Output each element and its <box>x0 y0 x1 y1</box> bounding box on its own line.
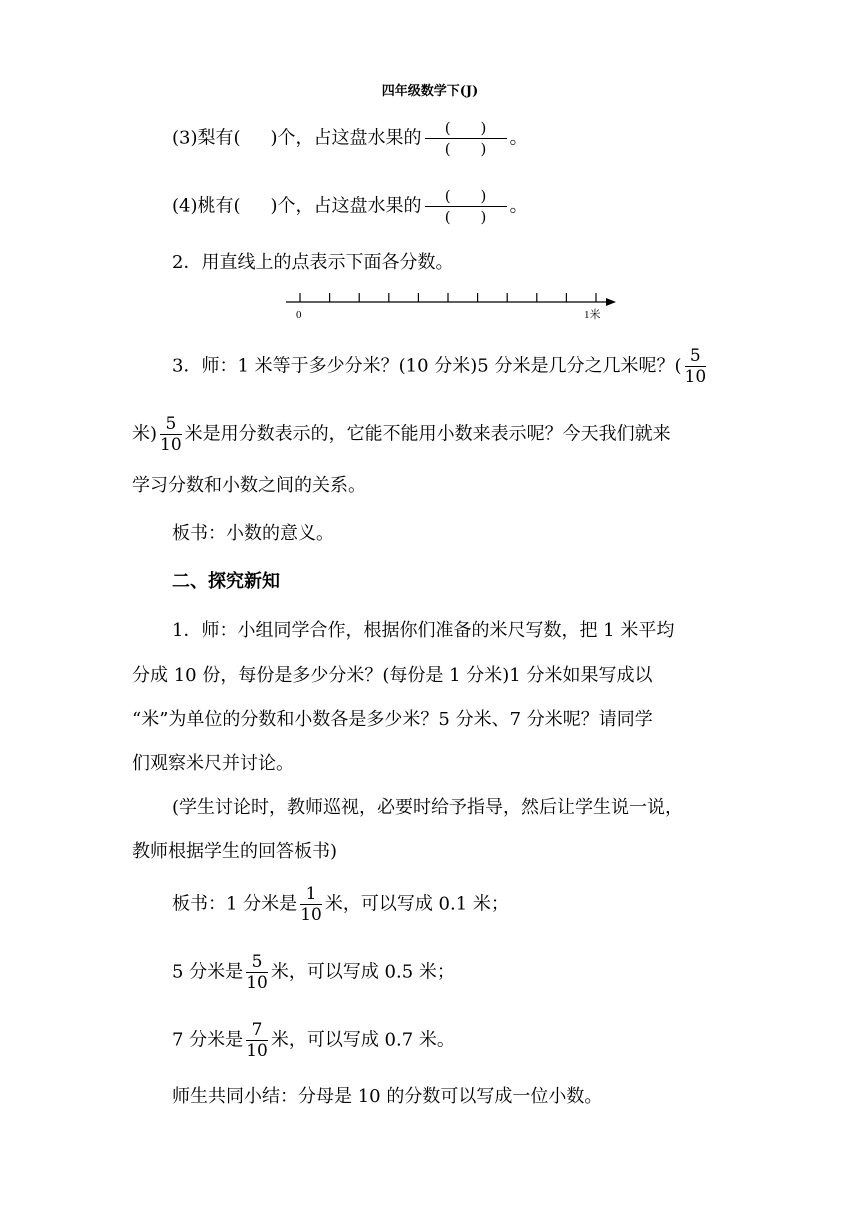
board-line-1-pre: 板书：1 分米是 <box>172 893 298 915</box>
fraction-numerator: 5 <box>689 346 701 366</box>
fraction-numerator: 7 <box>251 1020 263 1040</box>
para-2-line-1: (学生讨论时，教师巡视，必要时给予指导，然后让学生说一说， <box>172 797 684 818</box>
q3-numerator: ( ) <box>444 119 487 137</box>
board-line-2-fraction <box>246 952 268 993</box>
number-line-start-label: 0 <box>296 309 302 321</box>
q3-pre: (3)梨有( <box>172 127 241 149</box>
board-line-3-post: 米，可以写成 0.7 米。 <box>270 1029 455 1051</box>
board-line-2-pre: 5 分米是 <box>172 961 244 983</box>
item-3-text-b: 米) <box>132 423 158 445</box>
board-line-3-fraction <box>246 1020 268 1061</box>
item-3-fraction-1 <box>685 346 707 387</box>
fraction-numerator: 5 <box>165 414 177 434</box>
q4-mid: )个，占这盘水果的 <box>270 195 422 217</box>
board-line-3-pre: 7 分米是 <box>172 1029 244 1051</box>
page-header: 四年级数学下(J) <box>381 84 479 99</box>
q3-mid: )个，占这盘水果的 <box>270 127 422 149</box>
para-1-line-1: 1．师：小组同学合作，根据你们准备的米尺写数，把 1 米平均 <box>172 620 675 641</box>
item-3-line-3: 学习分数和小数之间的关系。 <box>132 475 366 496</box>
board-line-2-post: 米，可以写成 0.5 米； <box>270 961 455 983</box>
item-3-fraction-2 <box>160 414 182 455</box>
item-3-line-1 <box>172 346 709 387</box>
board-line-1-fraction <box>300 884 322 925</box>
number-line-ticks <box>300 293 596 302</box>
board-line-1 <box>172 884 509 925</box>
para-1-line-4: 们观察米尺并讨论。 <box>132 753 294 774</box>
fraction-denominator: 10 <box>160 435 182 455</box>
fraction-denominator: 10 <box>246 973 268 993</box>
q4-pre: (4)桃有( <box>172 195 241 217</box>
fraction-denominator: 10 <box>300 905 322 925</box>
q4-numerator: ( ) <box>444 187 487 205</box>
para-1-line-2: 分成 10 份，每份是多少分米？(每份是 1 分米)1 分米如果写成以 <box>132 665 653 686</box>
fraction-denominator: 10 <box>246 1041 268 1061</box>
q4-denominator: ( ) <box>444 208 487 226</box>
item-2: 2．用直线上的点表示下面各分数。 <box>172 252 454 273</box>
item-3-text-c: 米是用分数表示的，它能不能用小数来表示呢？今天我们就来 <box>184 423 671 445</box>
item-3-text-a: 3．师：1 米等于多少分米？(10 分米)5 分米是几分之几米呢？( <box>172 355 682 377</box>
q3-post: 。 <box>509 127 528 149</box>
number-line-arrow <box>606 298 616 306</box>
item-3-line-2 <box>132 414 671 455</box>
fraction-numerator: 5 <box>251 952 263 972</box>
para-1-line-3: “米”为单位的分数和小数各是多少米？5 分米、7 分米呢？请同学 <box>132 709 653 730</box>
para-2-line-2: 教师根据学生的回答板书) <box>132 841 338 862</box>
board-line-2 <box>172 952 455 993</box>
q4-post: 。 <box>509 195 528 217</box>
fraction-numerator: 1 <box>305 884 317 904</box>
board-line-3 <box>172 1020 455 1061</box>
section-title: 二、探究新知 <box>172 571 280 592</box>
number-line-end-label: 1米 <box>584 309 601 321</box>
q3-denominator: ( ) <box>444 140 487 158</box>
board-text-1: 板书：小数的意义。 <box>172 523 334 544</box>
summary: 师生共同小结：分母是 10 的分数可以写成一位小数。 <box>172 1086 603 1107</box>
fraction-denominator: 10 <box>684 367 707 387</box>
board-line-1-post: 米，可以写成 0.1 米； <box>324 893 509 915</box>
number-line <box>0 0 860 340</box>
